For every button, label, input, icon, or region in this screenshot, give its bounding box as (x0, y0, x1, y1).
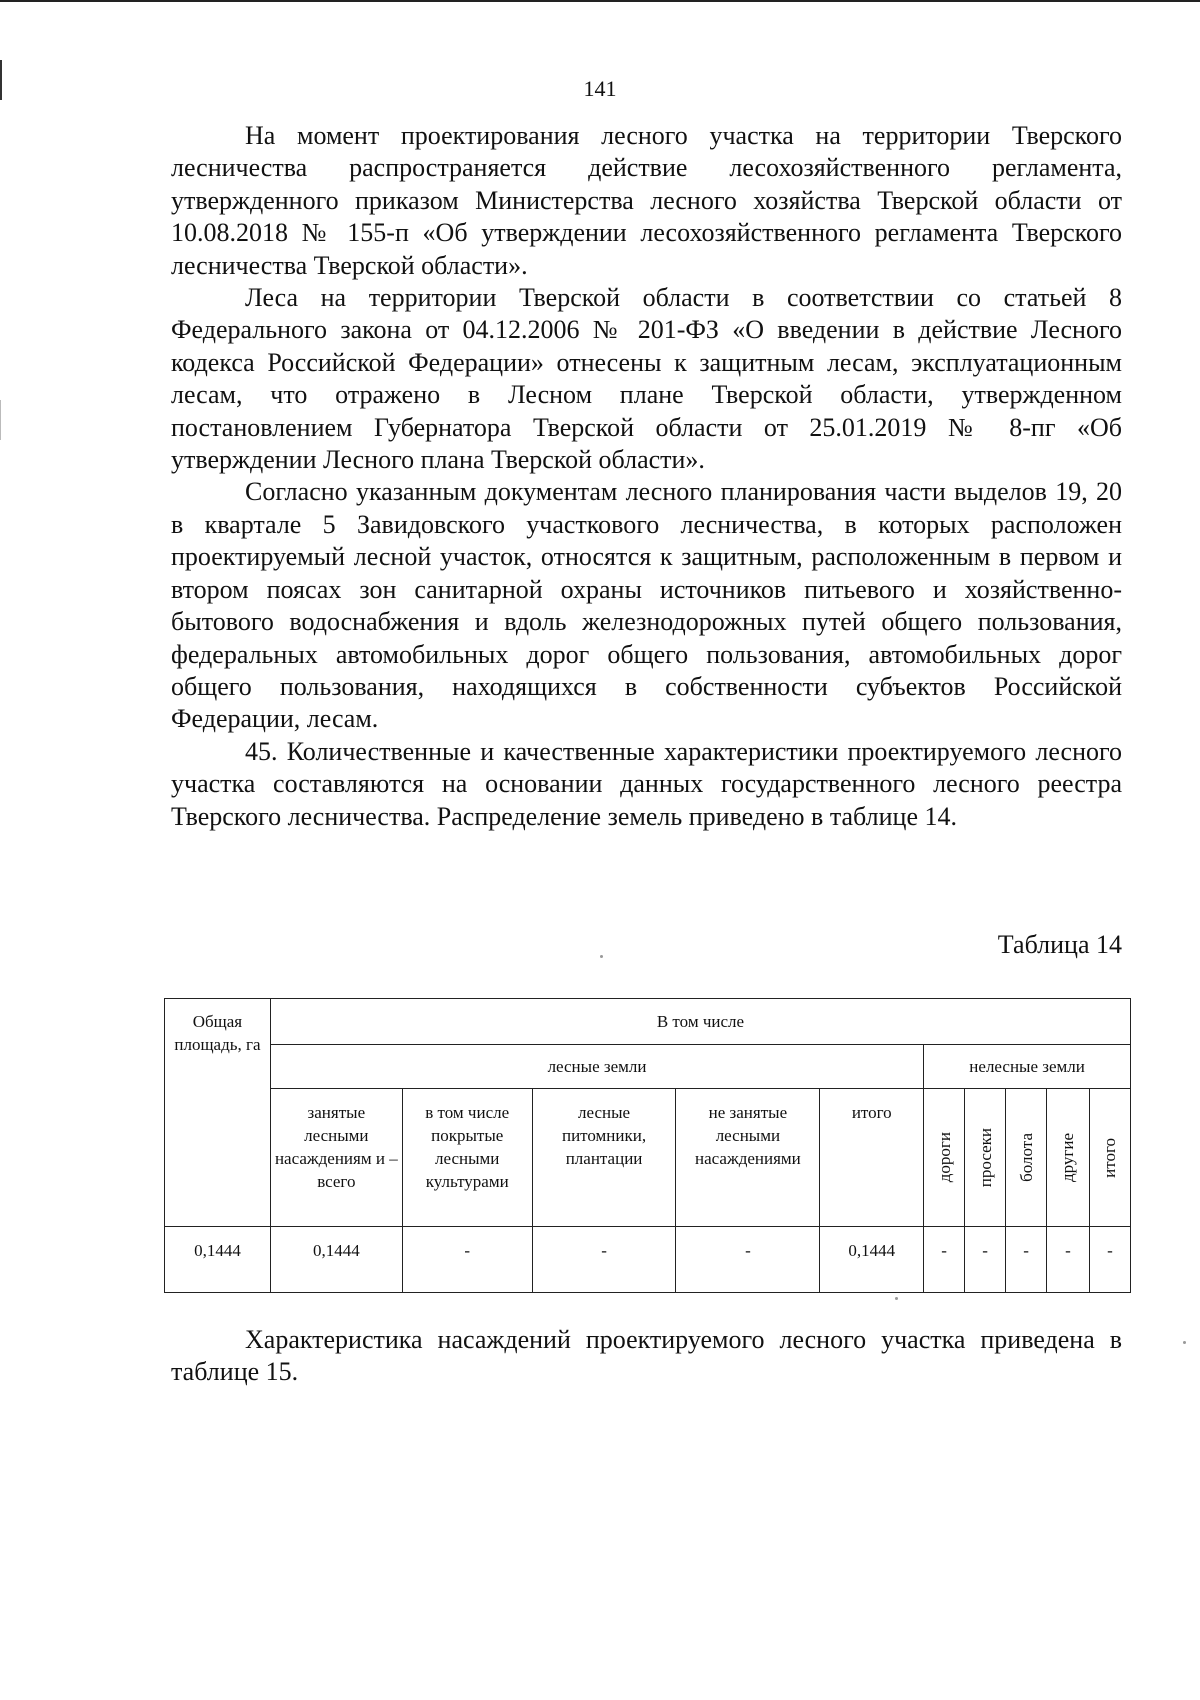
col-header-roads: дороги (934, 1132, 954, 1183)
cell-nurseries: - (532, 1227, 676, 1293)
cell-forest-total: 0,1444 (820, 1227, 924, 1293)
header-including: В том числе (270, 999, 1130, 1045)
col-header-cultures: в том числе покрытые лесными культурами (402, 1089, 532, 1227)
col-header-other: другие (1058, 1132, 1078, 1183)
col-header-clearings: просеки (975, 1127, 995, 1188)
cell-total: 0,1444 (165, 1227, 271, 1293)
scan-speck (600, 955, 603, 958)
paragraph-protective-forests: Леса на территории Тверской области в соответствии со статьей 8 Федерального закона от 04.12.2006 № 201-ФЗ «О введении в действие Лесного кодекса Российской Федерации» отнесены к защитным лесам, эксплуатационным лесам, что отражено в Лесном плане Тверской области, утвержденном постановлением Губернатора Тверской области от 25.01.2019 № 8-пг «Об утверждении Лесного плана Тверской области». (171, 283, 1122, 475)
col-header-nonforest-total: итого (1100, 1137, 1120, 1178)
col-header-swamps: болота (1016, 1133, 1036, 1182)
cell-clearings: - (965, 1227, 1006, 1293)
header-nonforest-lands: нелесные земли (924, 1045, 1131, 1089)
cell-nonforest-total: - (1089, 1227, 1130, 1293)
header-total-area: Общая площадь, га (165, 999, 271, 1227)
cell-occupied: 0,1444 (270, 1227, 402, 1293)
paragraph-45: 45. Количественные и качественные характеристики проектируемого лесного участка составляются на основании данных государственного лесного реестра Тверского лесничества. Распределение земель приведено в таблице 14. (171, 736, 1122, 831)
scan-edge-mark (0, 400, 1, 440)
paragraph-regulation: На момент проектирования лесного участка на территории Тверского лесничества распространяется действие лесохозяйственного регламента, утвержденного приказом Министерства лесного хозяйства Тверской области от 10.08.2018 № 155-п «Об утверждении лесохозяйственного регламента Тверского лесничества Тверской области». (171, 121, 1122, 280)
col-header-forest-total: итого (820, 1089, 924, 1227)
page-number: 141 (583, 76, 617, 101)
land-distribution-table (164, 998, 1131, 1293)
col-header-occupied: занятые лесными насаждениям и – всего (270, 1089, 402, 1227)
cell-roads: - (924, 1227, 965, 1293)
cell-swamps: - (1006, 1227, 1047, 1293)
col-header-nurseries: лесные питомники, плантации (532, 1089, 676, 1227)
cell-unoccupied: - (676, 1227, 820, 1293)
cell-cultures: - (402, 1227, 532, 1293)
scan-edge-top (0, 0, 1200, 2)
cell-other: - (1047, 1227, 1090, 1293)
paragraph-table15-reference: Характеристика насаждений проектируемого лесного участка приведена в таблице 15. (171, 1325, 1122, 1387)
paragraph-planning-docs: Согласно указанным документам лесного планирования части выделов 19, 20 в квартале 5 Завидовского участкового лесничества, в которых расположен проектируемый лесной участок, относятся к защитным, расположенным в первом и втором поясах зон санитарной охраны источников питьевого и хозяйственно-бытового водоснабжения и вдоль железнодорожных путей общего пользования, федеральных автомобильных дорог общего пользования, автомобильных дорог общего пользования, находящихся в собственности субъектов Российской Федерации, лесам. (171, 477, 1122, 734)
table-caption: Таблица 14 (997, 930, 1122, 959)
table-row (165, 1227, 1131, 1293)
scan-speck (1183, 1341, 1186, 1344)
scan-speck (895, 1297, 898, 1300)
document-body-after-table (171, 1324, 1122, 1389)
document-body (171, 120, 1122, 833)
header-forest-lands: лесные земли (270, 1045, 923, 1089)
col-header-unoccupied: не занятые лесными насаждениями (676, 1089, 820, 1227)
